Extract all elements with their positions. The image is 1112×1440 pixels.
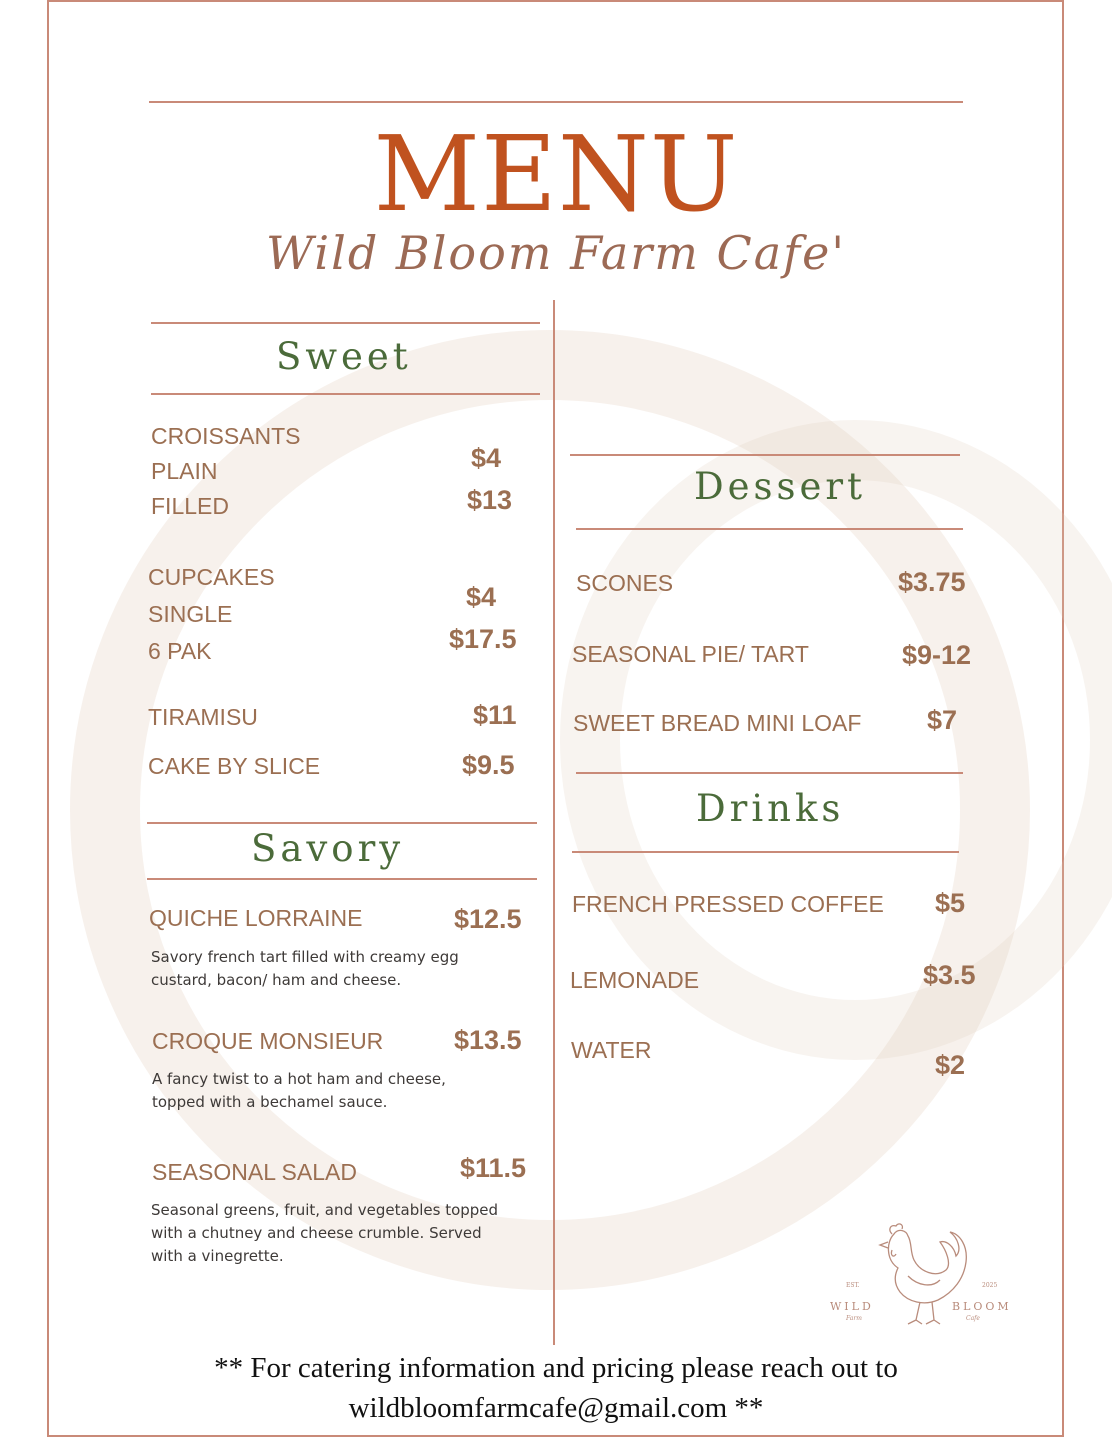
drinks-item-name: LEMONADE — [570, 967, 700, 993]
logo-year-text: 2025 — [982, 1282, 998, 1289]
description-line: with a vinegrette. — [151, 1247, 284, 1265]
top-divider — [149, 101, 963, 103]
cupcakes-pack-label: 6 PAK — [148, 638, 212, 664]
drinks-top-rule — [576, 772, 963, 774]
logo-bloom-text: BLOOM — [952, 1300, 1012, 1313]
cupcakes-label: CUPCAKES — [148, 564, 275, 590]
savory-item-name: QUICHE LORRAINE — [149, 905, 363, 931]
logo-est-text: EST. — [846, 1282, 860, 1289]
drinks-item-name: WATER — [571, 1037, 652, 1063]
catering-note-line2: wildbloomfarmcafe@gmail.com ** — [348, 1392, 764, 1424]
cupcakes-single-price: $4 — [466, 582, 497, 612]
column-divider — [553, 300, 555, 1345]
description-line: topped with a bechamel sauce. — [152, 1093, 388, 1111]
dessert-item-name: SWEET BREAD MINI LOAF — [573, 710, 862, 736]
description-line: custard, bacon/ ham and cheese. — [151, 971, 402, 989]
description-line: Savory french tart filled with creamy egg — [151, 948, 459, 966]
sweet-bottom-rule — [151, 393, 540, 395]
savory-item-price: $13.5 — [454, 1025, 522, 1055]
savory-top-rule — [147, 822, 537, 824]
cafe-logo — [828, 1220, 1018, 1330]
savory-item-price: $12.5 — [454, 904, 522, 934]
cupcakes-single-label: SINGLE — [148, 601, 233, 627]
description-line: A fancy twist to a hot ham and cheese, — [152, 1070, 446, 1088]
savory-item-price: $11.5 — [460, 1153, 527, 1183]
savory-item-description — [151, 946, 459, 992]
drinks-item-price: $5 — [935, 888, 966, 918]
croissants-plain-price: $4 — [471, 443, 502, 473]
logo-wild-text: WILD — [830, 1300, 874, 1313]
dessert-item-price: $7 — [927, 705, 958, 735]
dessert-top-rule — [570, 454, 960, 456]
croissants-label: CROISSANTS — [151, 423, 301, 449]
croissants-plain-label: PLAIN — [151, 458, 218, 484]
cake-slice-price: $9.5 — [462, 750, 515, 780]
sweet-top-rule — [151, 322, 540, 324]
drinks-item-price: $2 — [935, 1050, 966, 1080]
description-line: with a chutney and cheese crumble. Served — [151, 1224, 482, 1242]
drinks-item-price: $3.5 — [923, 960, 976, 990]
drinks-heading: Drinks — [696, 787, 845, 830]
drinks-item-name: FRENCH PRESSED COFFEE — [572, 891, 884, 917]
cupcakes-pack-price: $17.5 — [449, 624, 517, 654]
drinks-bottom-rule — [572, 851, 959, 853]
savory-bottom-rule — [147, 878, 537, 880]
logo-farm-text: Farm — [846, 1315, 862, 1322]
tiramisu-label: TIRAMISU — [148, 704, 258, 730]
savory-item-name: CROQUE MONSIEUR — [152, 1028, 384, 1054]
logo-cafe-text: Cafe — [966, 1315, 980, 1322]
sweet-heading: Sweet — [276, 335, 412, 378]
savory-heading: Savory — [251, 827, 405, 870]
croissants-filled-label: FILLED — [151, 493, 229, 519]
catering-note-line1: ** For catering information and pricing please reach out to — [214, 1352, 898, 1384]
savory-item-description — [151, 1199, 498, 1268]
cafe-name: Wild Bloom Farm Cafe' — [265, 226, 847, 280]
savory-item-description — [152, 1068, 446, 1114]
savory-item-name: SEASONAL SALAD — [152, 1159, 357, 1185]
rooster-icon — [828, 1220, 1018, 1330]
croissants-filled-price: $13 — [467, 485, 513, 515]
tiramisu-price: $11 — [473, 700, 517, 730]
menu-title: MENU — [373, 113, 739, 235]
dessert-item-price: $9-12 — [902, 640, 972, 670]
dessert-item-price: $3.75 — [898, 567, 966, 597]
dessert-item-name: SCONES — [576, 570, 674, 596]
description-line: Seasonal greens, fruit, and vegetables topped — [151, 1201, 499, 1219]
dessert-item-name: SEASONAL PIE/ TART — [572, 641, 809, 667]
cake-slice-label: CAKE BY SLICE — [148, 753, 321, 779]
dessert-bottom-rule — [576, 528, 963, 530]
dessert-heading: Dessert — [694, 465, 866, 508]
